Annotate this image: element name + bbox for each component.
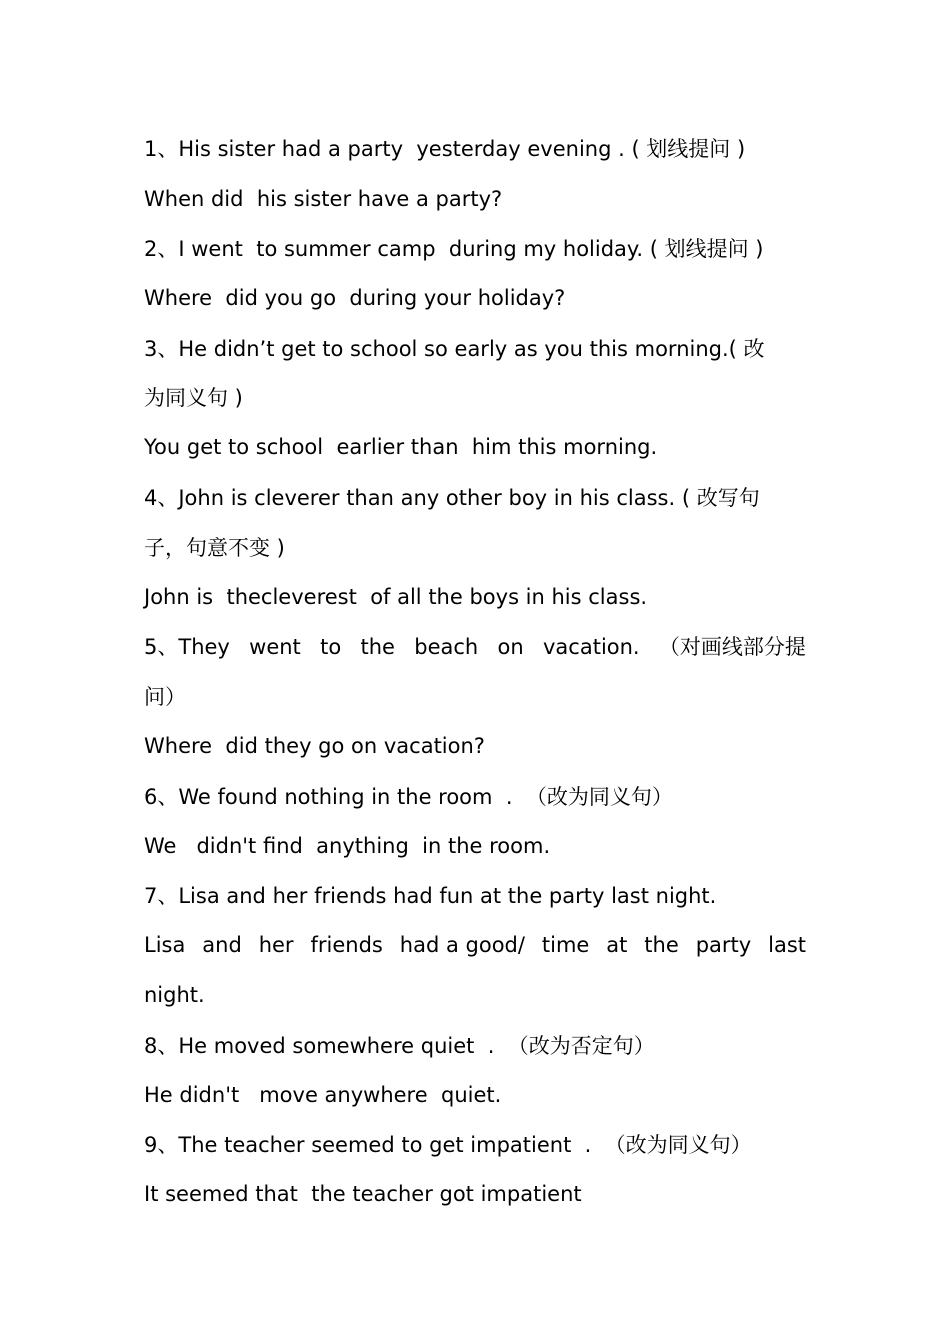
- item-5-answer: Where did they go on vacation?: [144, 734, 485, 758]
- item-7-answer-line-2: night.: [144, 983, 205, 1007]
- item-5-word: beach: [414, 635, 479, 659]
- item-5-word: on: [497, 635, 524, 659]
- item-7-word: time: [541, 933, 590, 957]
- item-5-word: the: [360, 635, 395, 659]
- item-8-answer: He didn't move anywhere quiet.: [144, 1083, 502, 1107]
- item-5-word: 5、They: [144, 635, 230, 659]
- item-1-answer: When did his sister have a party?: [144, 187, 503, 211]
- item-6-question: 6、We found nothing in the room . （改为同义句）: [144, 785, 673, 809]
- item-7-answer-line-1: [144, 932, 806, 958]
- item-4-question-line-1: 4、John is cleverer than any other boy in his class. ( 改写句: [144, 486, 760, 510]
- item-5-word: （对画线部分提: [658, 635, 806, 659]
- item-2-question: 2、I went to summer camp during my holiday. ( 划线提问 ): [144, 237, 764, 261]
- item-7-word: friends: [310, 933, 383, 957]
- item-8-question: 8、He moved somewhere quiet . （改为否定句）: [144, 1034, 655, 1058]
- item-9-answer: It seemed that the teacher got impatient: [144, 1182, 582, 1206]
- item-3-answer: You get to school earlier than him this morning.: [144, 435, 658, 459]
- item-2-answer: Where did you go during your holiday?: [144, 286, 566, 310]
- item-4-answer: John is thecleverest of all the boys in his class.: [144, 585, 648, 609]
- item-5-question-line-2: 问）: [144, 685, 186, 709]
- item-9-question: 9、The teacher seemed to get impatient . （改为同义句）: [144, 1133, 752, 1157]
- item-7-word: Lisa: [144, 933, 186, 957]
- item-7-word: and: [202, 933, 242, 957]
- item-5-word: to: [320, 635, 342, 659]
- item-3-question-line-1: 3、He didn’t get to school so early as you this morning.( 改: [144, 337, 765, 361]
- item-7-word: had a good/: [399, 933, 525, 957]
- item-5-word: vacation.: [543, 635, 640, 659]
- item-7-word: last: [768, 933, 806, 957]
- item-3-question-line-2: 为同义句 ): [144, 386, 243, 410]
- item-4-question-line-2: 子，句意不变 ): [144, 536, 285, 560]
- item-7-word: party: [695, 933, 752, 957]
- item-7-word: her: [258, 933, 294, 957]
- item-5-word: went: [249, 635, 301, 659]
- item-1-question: 1、His sister had a party yesterday evening . ( 划线提问 ): [144, 137, 746, 161]
- item-7-word: the: [644, 933, 679, 957]
- item-7-word: at: [606, 933, 628, 957]
- item-5-question-line-1: [144, 634, 806, 660]
- item-7-question: 7、Lisa and her friends had fun at the party last night.: [144, 884, 717, 908]
- item-6-answer: We didn't find anything in the room.: [144, 834, 551, 858]
